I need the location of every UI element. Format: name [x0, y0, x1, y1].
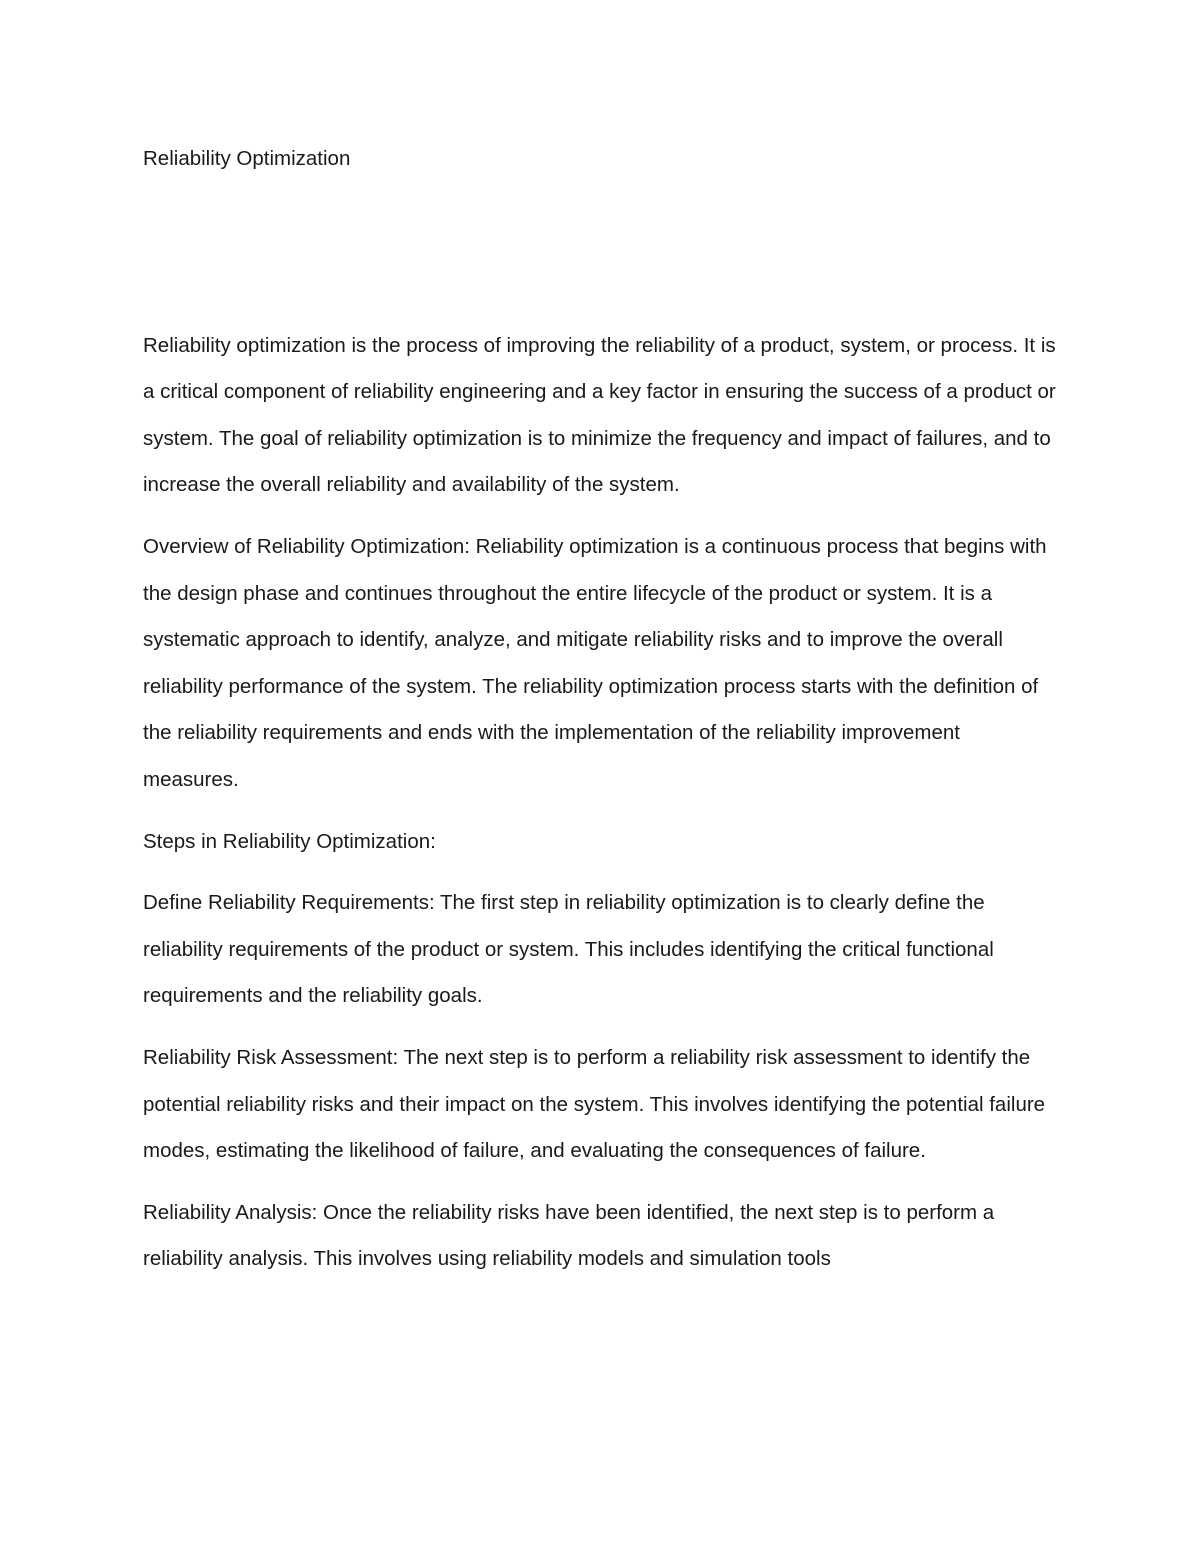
- document-body: [143, 136, 1058, 1298]
- paragraph-define-requirements: Define Reliability Requirements: The first step in reliability optimization is to clearly define the reliability requirements of the product or system. This includes identifying the critical functional requirements and the reliability goals.: [143, 891, 994, 1008]
- title-spacer: [143, 183, 1058, 323]
- paragraph-intro: Reliability optimization is the process of improving the reliability of a product, system, or process. It is a critical component of reliability engineering and a key factor in ensuring the success of a product or system. The goal of reliability optimization is to minimize the frequency and impact of failures, and to increase the overall reliability and availability of the system.: [143, 333, 1056, 497]
- paragraph-overview: Overview of Reliability Optimization: Reliability optimization is a continuous process that begins with the design phase and continues throughout the entire lifecycle of the product or system. It is a systematic approach to identify, analyze, and mitigate reliability risks and to improve the overall reliability performance of the system. The reliability optimization process starts with the definition of the reliability requirements and ends with the implementation of the reliability improvement measures.: [143, 534, 1047, 791]
- paragraph-risk-assessment: Reliability Risk Assessment: The next step is to perform a reliability risk assessment to identify the potential reliability risks and their impact on the system. This involves identifying the potential failure modes, estimating the likelihood of failure, and evaluating the consequences of failure.: [143, 1045, 1046, 1163]
- document-title: Reliability Optimization: [143, 147, 351, 170]
- paragraph-reliability-analysis: Reliability Analysis: Once the reliability risks have been identified, the next step is to perform a reliability analysis. This involves using reliability models and simulation tools: [143, 1200, 995, 1271]
- paragraph-steps-heading: Steps in Reliability Optimization:: [143, 829, 436, 853]
